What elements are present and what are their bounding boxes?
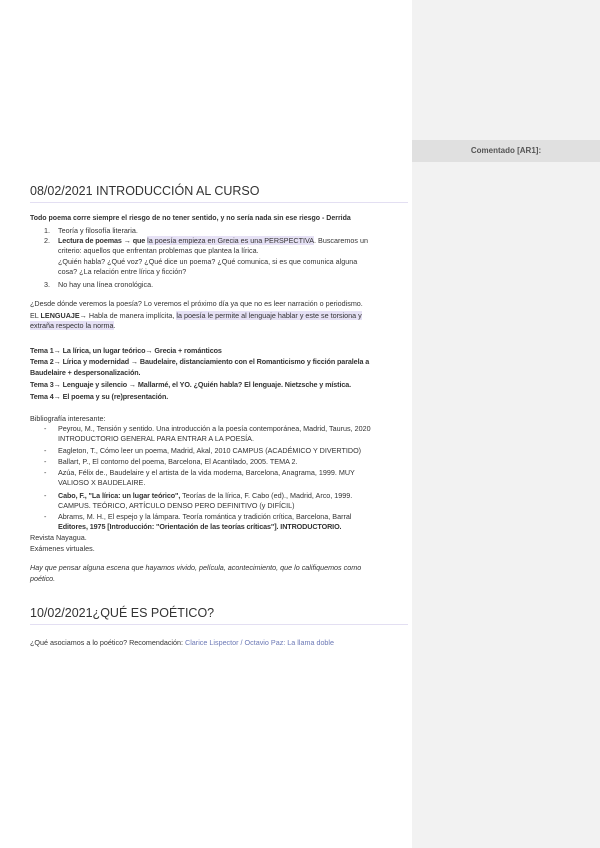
para-lead: EL — [30, 311, 41, 320]
biblio-line: INTRODUCTORIO GENERAL PARA ENTRAR A LA POESÍA. — [58, 434, 254, 443]
bullet: - — [44, 468, 47, 477]
list-bold: Lectura de poemas → que — [58, 236, 146, 245]
heading-rule — [30, 202, 408, 203]
biblio-rest: Teorías de la lírica, F. Cabo (ed)., Madrid, Arco, 1999. — [180, 491, 353, 500]
list-num: 1. — [44, 226, 50, 235]
biblio-item: Azúa, Félix de., Baudelaire y el artista de la vida moderna, Barcelona, Anagrama, 1999. MUY — [58, 468, 355, 477]
highlight: la poesía le permite al lenguaje hablar y este se torsiona y — [176, 311, 362, 320]
section1-heading: 08/02/2021 INTRODUCCIÓN AL CURSO — [30, 184, 260, 198]
tema-line: Tema 3→ Lenguaje y silencio → Mallarmé, el YO. ¿Quién habla? El lenguaje. Nietzsche y mística. — [30, 380, 352, 389]
section2-heading: 10/02/2021¿QUÉ ES POÉTICO? — [30, 606, 215, 620]
italic-note: Hay que pensar alguna escena que hayamos vivido, película, acontecimiento, que lo califiquemos como — [30, 563, 362, 572]
paragraph — [30, 321, 410, 331]
bullet: - — [44, 446, 47, 455]
bullet: - — [44, 457, 47, 466]
list-line: cosa? ¿La relación entre lírica y ficción? — [58, 267, 187, 276]
comments-margin — [412, 0, 600, 848]
para-end: . — [113, 321, 116, 330]
biblio-line: Editores, 1975 [Introducción: "Orientación de las teorías críticas"]. INTRODUCTORIO. — [58, 522, 342, 531]
list-item: No hay una línea cronológica. — [58, 280, 154, 289]
bullet: - — [44, 512, 47, 521]
comment-header[interactable] — [412, 140, 600, 162]
para-bold: LENGUAJE — [40, 311, 80, 320]
biblio-line: VALIOSO X BAUDELAIRE. — [58, 478, 146, 487]
biblio-bold: Cabo, F., "La lírica: un lugar teórico", — [58, 491, 181, 500]
comment-title: Comentado [AR1]: — [470, 146, 542, 155]
quote: Todo poema corre siempre el riesgo de no tener sentido, y no sería nada sin ese riesgo - Derrida — [30, 215, 351, 222]
list-item — [58, 236, 368, 246]
section2-text — [30, 638, 410, 648]
extra-line: Exámenes virtuales. — [30, 544, 95, 553]
biblio-item: Ballart, P., El contorno del poema, Barcelona, El Acantilado, 2005. TEMA 2. — [58, 457, 298, 466]
list-rest: . Buscaremos un — [314, 236, 368, 245]
list-line: ¿Quién habla? ¿Qué voz? ¿Qué dice un poema? ¿Qué comunica, si es que comunica alguna — [58, 257, 358, 266]
paragraph — [30, 311, 410, 321]
tema-line: Tema 4→ El poema y su (re)presentación. — [30, 392, 169, 401]
highlight: la poesía empieza en Grecia es una PERSPECTIVA — [147, 236, 315, 245]
biblio-item: Peyrou, M., Tensión y sentido. Una introducción a la poesía contemporánea, Madrid, Taurus, 2020 — [58, 424, 371, 433]
list-num: 2. — [44, 236, 50, 245]
biblio-item: Eagleton, T., Cómo leer un poema, Madrid, Akal, 2010 CAMPUS (ACADÉMICO Y DIVERTIDO) — [58, 446, 362, 455]
tema-line: Baudelaire + despersonalización. — [30, 368, 141, 377]
section2-lead: ¿Qué asociamos a lo poético? Recomendación: — [30, 638, 186, 647]
bullet: - — [44, 491, 47, 500]
heading-rule — [30, 624, 408, 625]
biblio-item — [58, 491, 352, 501]
biblio-title: Bibliografía interesante: — [30, 414, 106, 423]
biblio-line: CAMPUS. TEÓRICO, ARTÍCULO DENSO PERO DEFINITIVO (y DIFÍCIL) — [58, 501, 295, 510]
list-line: criterio: aquellos que enfrentan problemas que plantea la lírica. — [58, 246, 259, 255]
paragraph: ¿Desde dónde veremos la poesía? Lo veremos el próximo día ya que no es leer narración o periodismo. — [30, 299, 363, 308]
para-arrow: → Habla de manera implícita, — [79, 311, 175, 320]
list-item: Teoría y filosofía literaria. — [58, 226, 138, 235]
extra-line: Revista Nayagua. — [30, 533, 87, 542]
tema-line: Tema 1→ La lírica, un lugar teórico→ Grecia + románticos — [30, 346, 222, 355]
list-num: 3. — [44, 280, 50, 289]
bullet: - — [44, 424, 47, 433]
biblio-item: Abrams, M. H., El espejo y la lámpara. Teoría romántica y tradición crítica, Barcelona, Barral — [58, 512, 352, 521]
italic-note: poético. — [30, 574, 56, 583]
highlight: extraña respecto la norma — [30, 321, 114, 330]
tema-line: Tema 2→ Lírica y modernidad → Baudelaire, distanciamiento con el Romanticismo y ficción paralela a — [30, 357, 370, 366]
recommendation-link[interactable]: Clarice Lispector / Octavio Paz: La llama doble — [185, 638, 335, 647]
